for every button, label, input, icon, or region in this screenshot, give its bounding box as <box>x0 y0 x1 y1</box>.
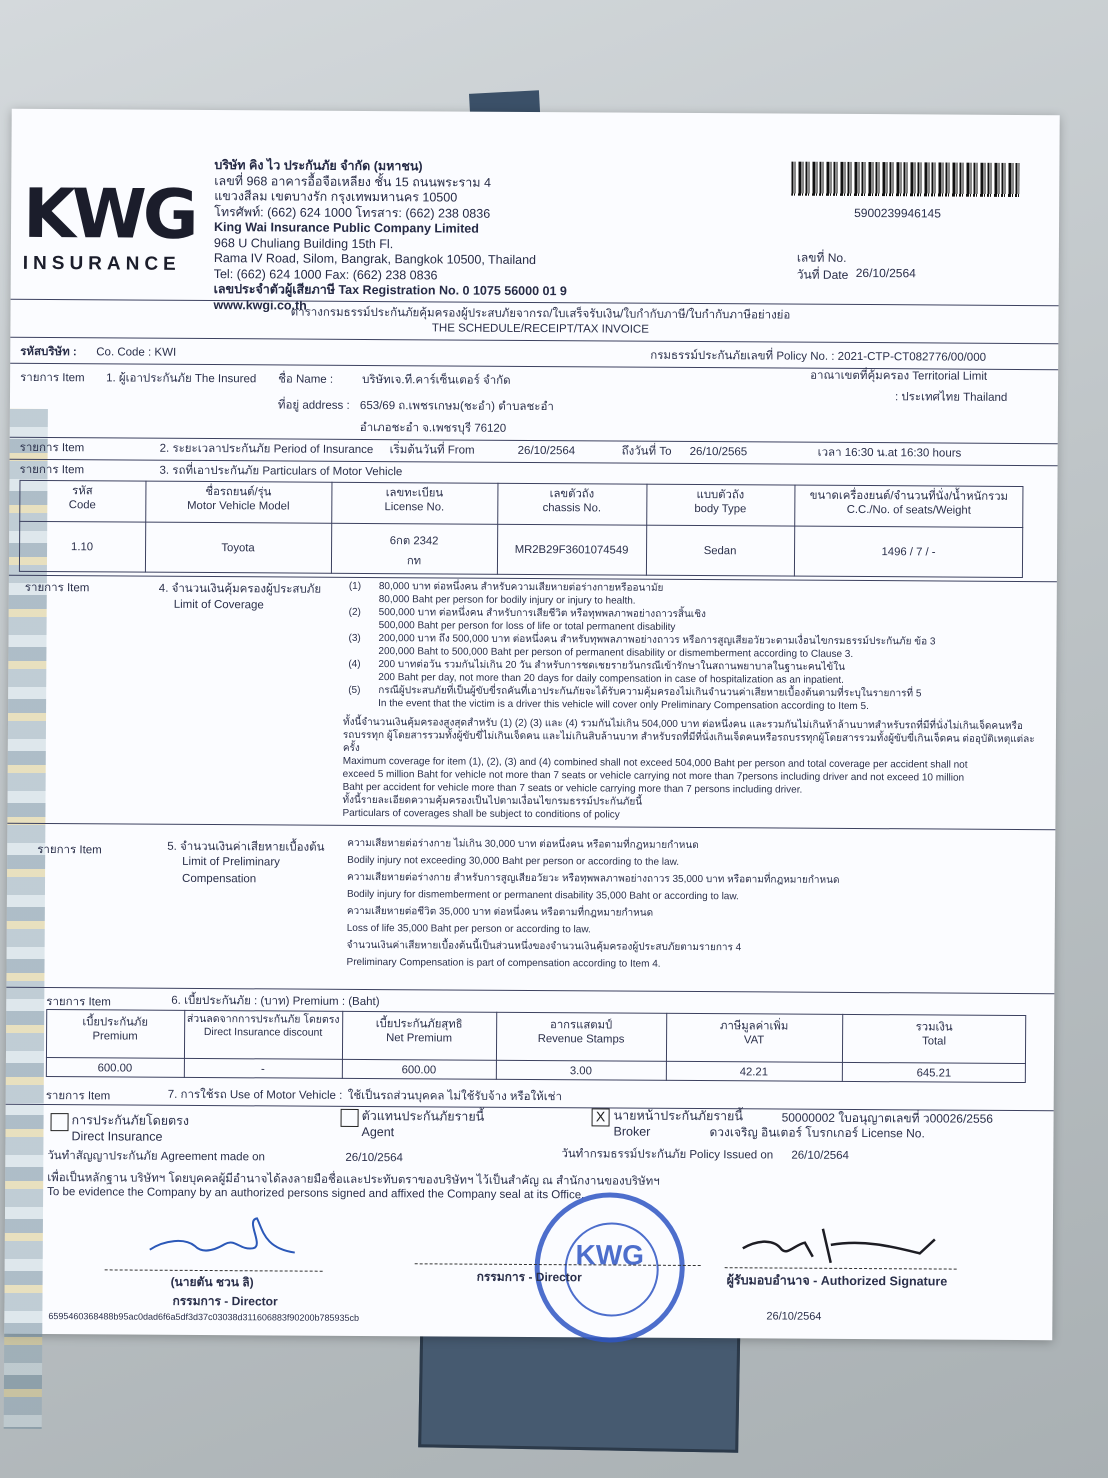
coverage-text: In the event that the victim is a driver this vehicle will cover only Preliminary Compensation according to Item 5. <box>378 698 869 713</box>
chassis-number: MR2B29F3601074549 <box>514 543 629 557</box>
use-label: 7. การใช้รถ Use of Motor Vehicle : <box>167 1088 343 1102</box>
coverage-para: Particulars of coverages shall be subject to conditions of policy <box>342 807 620 821</box>
channel-en: Broker <box>613 1124 651 1139</box>
to-label: ถึงวันที่ To <box>621 445 672 458</box>
coverage-num: (3) <box>348 632 361 644</box>
coverage-para: ทั้งนี้รายละเอียดความคุ้มครองเป็นไปตามเงื่อนไขกรมธรรม์ประกันภัยนี้ <box>342 794 643 808</box>
coverage-para: exceed 5 million Baht for vehicle not more than 7 seats or vehicle carrying not more than 7persons including driver and not exceed 10 million <box>342 768 965 784</box>
issued-date: 26/10/2564 <box>791 1149 849 1162</box>
preliminary-line: Bodily injury not exceeding 30,000 Baht per person or according to the law. <box>347 854 680 868</box>
coverage-num: (1) <box>348 580 362 592</box>
preliminary-line: จำนวนเงินค่าเสียหายเบื้องต้นนี้เป็นส่วนหนึ่งของจำนวนเงินคุ้มครองผู้ประสบภัยตามรายการ 4 <box>346 939 742 954</box>
header-en: License No. <box>384 501 445 514</box>
insured-address-1: 653/69 ถ.เพชรเกษม(ชะอำ) ตำบลชะอำ <box>359 399 554 414</box>
company-address-th-2: แขวงสีลม เขตบางรัก กรุงเทพมหานคร 10500 <box>214 189 458 205</box>
header-model <box>145 485 331 514</box>
barcode-number: 5900239946145 <box>854 205 941 221</box>
period-time: เวลา 16:30 น.at 16:30 hours <box>817 446 962 460</box>
barcode <box>791 162 1019 197</box>
insured-label: 1. ผู้เอาประกันภัย The Insured <box>106 372 257 386</box>
title-en: THE SCHEDULE/RECEIPT/TAX INVOICE <box>431 322 649 336</box>
company-phone-th: โทรศัพท์: (662) 624 1000 โทรสาร: (662) 238 0836 <box>214 204 491 221</box>
company-website: www.kwgi.co.th <box>213 297 307 313</box>
channel-en: Agent <box>361 1124 395 1140</box>
header-code <box>19 484 145 513</box>
insurance-document <box>4 109 1059 1340</box>
seal-mark: KWG <box>575 1239 645 1271</box>
authorized-signature <box>735 1218 945 1269</box>
coverage-num: (4) <box>348 658 361 670</box>
document-date-label: วันที่ Date <box>796 267 849 282</box>
preliminary-line: ความเสียหายต่อร่างกาย สำหรับการสูญเสียอวัยวะ หรือทุพพลภาพอย่างถาวร 35,000 บาท หรือตามที่กฎหมายกำหนด <box>347 871 840 886</box>
coverage-text: 200 Baht per day, not more than 20 days for daily compensation in case of hospitalization as an inpatient. <box>378 672 844 686</box>
coverage-num: (5) <box>348 684 361 696</box>
company-seal <box>534 1192 685 1343</box>
net-premium-value: 600.00 <box>401 1064 437 1077</box>
header-total <box>842 1020 1026 1049</box>
evidence-th: เพื่อเป็นหลักฐาน บริษัทฯ โดยบุคคลผู้มีอำนาจได้ลงลายมือชื่อและประทับตราของบริษัทฯ ไว้เป็นสำคัญ ณ สำนักงานของบริษัทฯ <box>47 1172 660 1188</box>
from-date: 26/10/2564 <box>517 444 576 458</box>
coverage-para: ครั้ง <box>342 742 360 754</box>
item-label: รายการ Item <box>46 996 111 1009</box>
header-th: ส่วนลดจากการประกันภัย โดยตรง <box>186 1012 340 1026</box>
name-label: ชื่อ Name : <box>278 373 334 386</box>
preliminary-label-en-2: Compensation <box>182 872 257 886</box>
from-label: เริ่มต้นวันที่ From <box>389 444 475 457</box>
header-th: ภาษีมูลค่าเพิ่ม <box>719 1020 789 1033</box>
header-discount <box>184 1013 342 1040</box>
rule <box>6 987 1054 994</box>
coverage-para: Maximum coverage for item (1), (2), (3) and (4) combined shall not exceed 504,000 Baht per person and total coverage per accident shall not <box>342 755 968 771</box>
coverage-text: 80,000 Baht per person for bodily injury or injury to health. <box>378 594 636 607</box>
coverage-line <box>349 581 664 595</box>
agreement-date: 26/10/2564 <box>345 1151 403 1165</box>
company-address-th-1: เลขที่ 968 อาคารอื้อจือเหลียง ชั้น 15 ถนนพระราม 4 <box>214 173 492 190</box>
coverage-num: (2) <box>348 606 361 618</box>
coverage-text: 200 บาทต่อวัน รวมกันไม่เกิน 20 วัน สำหรับการชดเชยรายวันกรณีเข้ารักษาในสถานพยาบาลในฐานะคนไข้ใน <box>378 659 846 673</box>
coverage-text: 500,000 บาท ต่อหนึ่งคน สำหรับการเสียชีวิต หรือทุพพลภาพอย่างถาวรสิ้นเชิง <box>378 607 706 621</box>
header-th: ชื่อรถยนต์/รุ่น <box>205 486 272 499</box>
coverage-para: Baht per accident for vehicle more than 7 seats or vehicle carrying more than 7 persons including driver. <box>342 781 803 796</box>
header-th: ขนาดเครื่องยนต์/จำนวนที่นั่ง/น้ำหนักรวม <box>809 489 1009 503</box>
engine-seats-weight: 1496 / 7 / - <box>881 546 936 559</box>
channel-th: ตัวแทนประกันภัยรายนี้ <box>361 1108 485 1124</box>
header-en: body Type <box>694 502 747 516</box>
title-th: ตารางกรมธรรม์ประกันภัยคุ้มครองผู้ประสบภัยจากรถ/ใบเสร็จรับเงิน/ใบกำกับภาษี/ใบกำกับภาษีอย่างย่อ <box>290 306 791 322</box>
header-en: Total <box>922 1035 947 1048</box>
header-premium <box>46 1015 184 1044</box>
discount-value: - <box>260 1063 265 1076</box>
policy-number: กรมธรรม์ประกันภัยเลขที่ Policy No. : 2021-CTP-CT082776/00/000 <box>650 349 987 364</box>
header-en: VAT <box>743 1034 765 1047</box>
rule <box>10 337 1058 344</box>
item-label: รายการ Item <box>19 463 85 477</box>
header-th: เลขตัวถัง <box>549 488 595 501</box>
coverage-text: 200,000 บาท ถึง 500,000 บาท ต่อหนึ่งคน สำหรับทุพพลภาพอย่างถาวร หรือการสูญเสียอวัยวะตามเงื่อนไขกรมธรรม์ประกันภัย ข้อ 3 <box>378 633 936 648</box>
stamps-value: 3.00 <box>569 1065 592 1078</box>
coverage-line <box>348 698 869 713</box>
header-en: Code <box>68 499 96 512</box>
authorized-title: ผู้รับมอบอำนาจ - Authorized Signature <box>726 1273 948 1289</box>
direct-insurance-checkbox <box>51 1113 69 1131</box>
director-1-title: กรรมการ - Director <box>172 1293 278 1309</box>
header-license <box>331 486 497 515</box>
coverage-text: 80,000 บาท ต่อหนึ่งคน สำหรับความเสียหายต่อร่างกายหรืออนามัย <box>378 581 664 594</box>
insured-address-2: อำเภอชะอำ จ.เพชรบุรี 76120 <box>359 421 507 435</box>
channel-en: Direct Insurance <box>71 1129 163 1144</box>
header-vat <box>666 1019 842 1048</box>
document-no-label: เลขที่ No. <box>796 250 847 265</box>
header-stamps <box>496 1018 666 1047</box>
coverage-text: 200,000 Baht to 500,000 Baht per person of permanent disability or dismemberment according to Clause 3. <box>378 646 854 660</box>
document-date: 26/10/2564 <box>855 265 916 281</box>
preliminary-label: 5. จำนวนเงินค่าเสียหายเบื้องต้น <box>167 840 325 854</box>
territory-value: : ประเทศไทย Thailand <box>894 391 1008 404</box>
premium-label: 6. เบี้ยประกันภัย : (บาท) Premium : (Baht) <box>171 994 380 1009</box>
signature-line-1 <box>105 1269 323 1271</box>
header-en: C.C./No. of seats/Weight <box>846 503 971 517</box>
header-body <box>646 488 794 517</box>
coverage-text: กรณีผู้ประสบภัยที่เป็นผู้ขับขี่รถคันที่เอาประกันภัยจะได้รับความคุ้มครองไม่เกินจำนวนค่าเสียหายเบื้องต้นตามที่ระบุในรายการที่ 5 <box>378 685 922 700</box>
header-en: Motor Vehicle Model <box>187 499 290 513</box>
header-en: Net Premium <box>386 1032 453 1045</box>
company-address-en-2: Rama IV Road, Silom, Bangrak, Bangkok 10500, Thailand <box>213 251 537 268</box>
coverage-text: 500,000 Baht per person for loss of life or total permanent disability <box>378 620 676 633</box>
agent-checkbox <box>341 1109 359 1127</box>
header-th: เบี้ยประกันภัย <box>82 1016 149 1029</box>
preliminary-label-en-1: Limit of Preliminary <box>182 855 280 869</box>
document-title <box>275 305 805 338</box>
header-th: รหัส <box>72 485 93 498</box>
territory-label: อาณาเขตที่คุ้มครอง Territorial Limit <box>810 369 988 383</box>
coverage-line <box>349 620 676 634</box>
header-en: chassis No. <box>542 502 602 515</box>
company-name-th: บริษัท คิง ไว ประกันภัย จำกัด (มหาชน) <box>214 158 423 174</box>
header-th: เบี้ยประกันภัยสุทธิ <box>375 1018 463 1031</box>
agreement-label: วันทำสัญญาประกันภัย Agreement made on <box>47 1150 266 1164</box>
issued-label: วันทำกรมธรรม์ประกันภัย Policy Issued on <box>561 1148 774 1162</box>
document-hash: 6595460368488b95ac0dad6f6a5df3d37c03038d311606883f90200b785935cb <box>48 1311 360 1323</box>
footer-date: 26/10/2564 <box>766 1310 822 1323</box>
company-info <box>214 158 568 315</box>
company-code-label: รหัสบริษัท : <box>20 345 77 359</box>
to-date: 26/10/2565 <box>689 445 748 459</box>
item-label: รายการ Item <box>20 371 85 385</box>
insured-name: บริษัทเจ.ที.คาร์เซ็นเตอร์ จำกัด <box>362 373 511 387</box>
channel-th: การประกันภัยโดยตรง <box>71 1113 190 1128</box>
header-th: แบบตัวถัง <box>696 489 745 502</box>
item-label: รายการ Item <box>45 1090 111 1103</box>
premium-value: 600.00 <box>97 1062 133 1075</box>
company-name-en: King Wai Insurance Public Company Limited <box>213 220 479 236</box>
total-value: 645.21 <box>916 1067 952 1080</box>
item-label: รายการ Item <box>37 843 102 857</box>
signature-line-3 <box>725 1267 957 1269</box>
preliminary-line: ความเสียหายต่อชีวิต 35,000 บาท ต่อหนึ่งคน หรือตามที่กฎหมายกำหนด <box>346 905 654 919</box>
header-th: รวมเงิน <box>915 1021 953 1034</box>
agent-label <box>361 1108 484 1141</box>
header-th: เลขทะเบียน <box>385 487 444 500</box>
vehicle-code: 1.10 <box>71 541 94 554</box>
broker-name: ดวงเจริญ อินเตอร์ โบรกเกอร์ License No. <box>709 1125 925 1141</box>
channel-th: นายหน้าประกันภัยรายนี้ <box>613 1108 743 1124</box>
body-type: Sedan <box>703 545 737 558</box>
company-code: Co. Code : KWI <box>96 346 177 359</box>
header-net-premium <box>342 1017 496 1046</box>
item-label: รายการ Item <box>19 441 85 455</box>
vat-value: 42.21 <box>739 1066 769 1079</box>
header-en: Direct Insurance discount <box>203 1026 323 1039</box>
tax-registration: เลขประจำตัวผู้เสียภาษี Tax Registration No. 0 1075 56000 01 9 <box>213 282 567 299</box>
preliminary-line: Loss of life 35,000 Baht per person or according to law. <box>346 922 591 936</box>
broker-license-no: 50000002 ใบอนุญาตเลขที่ ว00026/2556 <box>781 1110 994 1126</box>
address-label: ที่อยู่ address : <box>277 399 350 412</box>
logo-subtitle: INSURANCE <box>22 252 181 275</box>
item-label: รายการ Item <box>24 581 90 595</box>
coverage-line <box>349 607 706 621</box>
preliminary-line: Bodily injury for dismemberment or permanent disability 35,000 Baht or according to law. <box>346 888 739 903</box>
rule <box>7 823 1055 830</box>
coverage-line <box>349 594 636 608</box>
coverage-label-en: Limit of Coverage <box>173 598 264 612</box>
broker-checkbox: X <box>592 1108 610 1126</box>
preliminary-line: Preliminary Compensation is part of compensation according to Item 4. <box>346 956 661 970</box>
use-value: ใช้เป็นรถส่วนบุคคล ไม่ใช้รับจ้าง หรือให้เช่า <box>347 1089 563 1104</box>
coverage-para: รถบรรทุก ผู้โดยสารรวมทั้งผู้ขับขี่ไม่เกินเจ็ดคน และไม่เกินสิบล้านบาท สำหรับรถที่มีที่นั่งเกินเจ็ดคนหรือรถบรรทุกผู้โดยสารรวมทั้งผู้ขับขี่เกินเจ็ดคน ต่ออุบัติเหตุแต่ละ <box>342 729 1035 746</box>
header-th: อากรแสตมป์ <box>550 1019 613 1032</box>
direct-insurance-label <box>71 1112 189 1145</box>
company-phone-en: Tel: (662) 624 1000 Fax: (662) 238 0836 <box>213 266 438 282</box>
vehicle-label: 3. รถที่เอาประกันภัย Particulars of Motor Vehicle <box>159 464 403 479</box>
license-number: 6กต 2342 <box>389 535 439 548</box>
logo-mark: KWG <box>22 174 195 255</box>
evidence-en: To be evidence the Company by an authorized persons signed and affixed the Company seal at its Office. <box>47 1186 585 1202</box>
preliminary-line: ความเสียหายต่อร่างกาย ไม่เกิน 30,000 บาท ต่อหนึ่งคน หรือตามที่กฎหมายกำหนด <box>347 837 699 852</box>
period-label: 2. ระยะเวลาประกันภัย Period of Insurance <box>159 442 374 457</box>
rule <box>6 1104 1054 1111</box>
director-1-name: (นายตัน ชวน ลิ) <box>170 1274 254 1290</box>
header-en: Premium <box>92 1030 138 1043</box>
coverage-para: ทั้งนี้จำนวนเงินคุ้มครองสูงสุดสำหรับ (1) (2) (3) และ (4) รวมกันไม่เกิน 504,000 บาท ต่อหนึ่งคน และรวมกันไม่เกินห้าล้านบาทสำหรับรถที่มีที่นั่งไม่เกินเจ็ดคนหรือ <box>342 716 1023 732</box>
header-en: Revenue Stamps <box>537 1033 625 1046</box>
company-logo <box>22 174 204 276</box>
company-address-en-1: 968 U Chuliang Building 15th Fl. <box>213 235 394 251</box>
header-cc <box>794 489 1023 518</box>
vehicle-model: Toyota <box>221 542 255 555</box>
coverage-label: 4. จำนวนเงินคุ้มครองผู้ประสบภัย <box>158 582 322 596</box>
header-chassis <box>497 487 646 516</box>
director-2-title: กรรมการ - Director <box>476 1269 582 1285</box>
license-province: กท <box>406 555 422 568</box>
director-signature-1 <box>145 1210 305 1271</box>
